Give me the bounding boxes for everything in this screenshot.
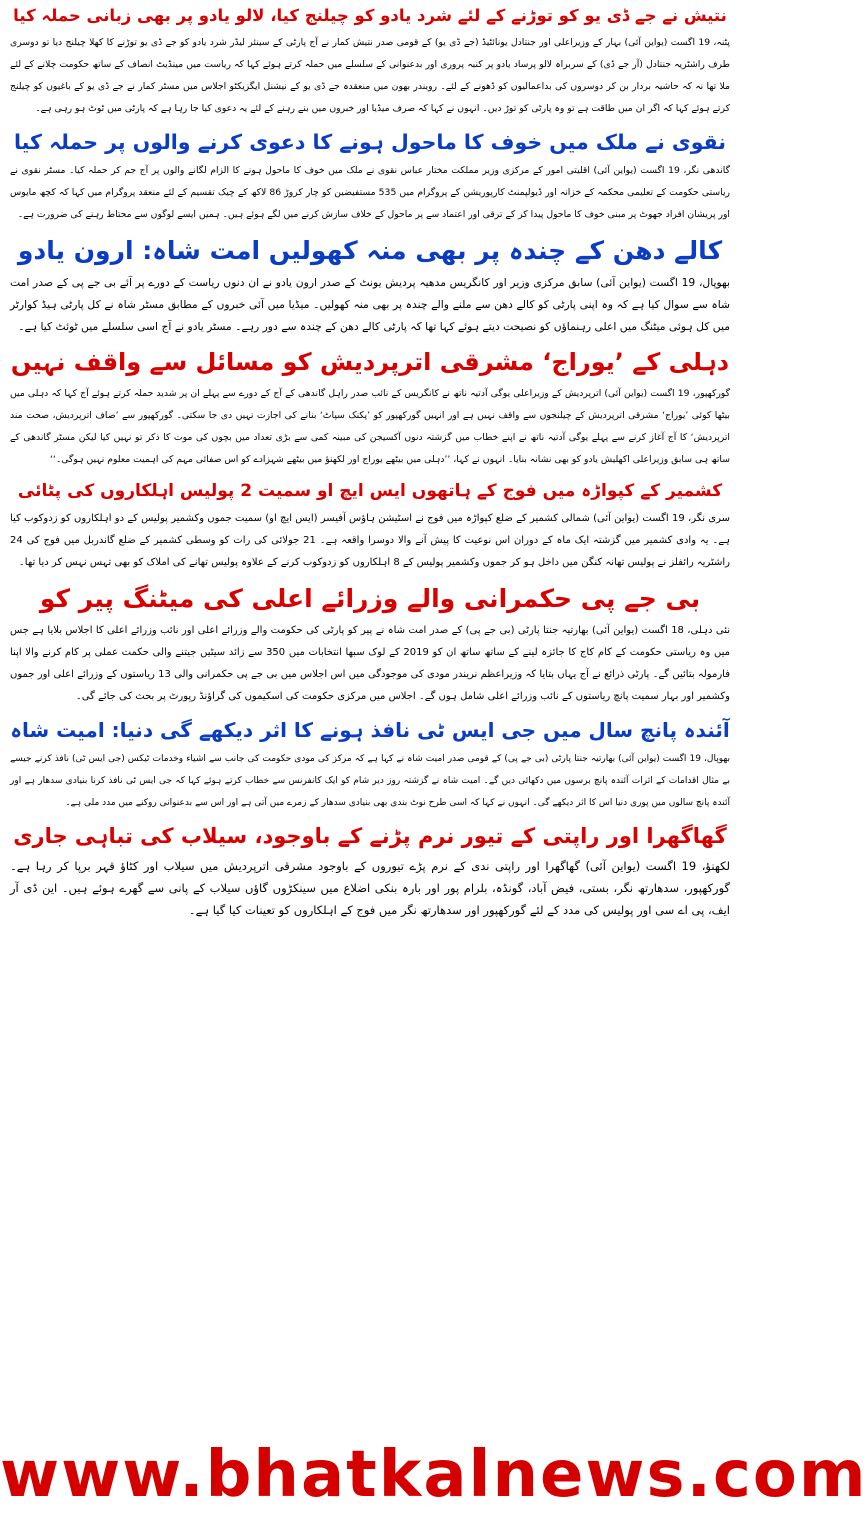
article-headline: نقوی نے ملک میں خوف کا ماحول ہونے کا دعوی کرنے والوں پر حملہ کیا: [13, 129, 727, 154]
article-headline: بی جے پی حکمرانی والے وزرائے اعلی کی میٹنگ پیر کو: [39, 583, 701, 613]
article-body: لکھنؤ، 19 اگست (یواین آئی) گھاگھرا اور راپتی ندی کے نرم پڑے تیوروں کے باوجود مشرقی اترپردیش میں سیلاب اور کٹاؤ قہر برپا کر رہا ہے۔ گورکھپور، سدھارتھ نگر، بستی، فیض آباد، گونڈہ، بلرام پور اور بارہ بنکی اضلاع میں سینکڑوں گاؤں سیلاب کے پانی سے گھرے ہوئے ہیں۔ این ڈی آر ایف، پی اے سی اور پولیس کی مدد کے لئے گورکھپور اور سدھارتھ نگر میں فوج کے اہلکاروں کو تعینات کیا گیا ہے۔: [10, 858, 730, 917]
article-headline: نتیش نے جے ڈی یو کو توڑنے کے لئے شرد یادو کو چیلنج کیا، لالو یادو پر بھی زبانی حملہ کیا: [13, 6, 727, 25]
article-headline: کالے دھن کے چندہ پر بھی منہ کھولیں امت شاہ: ارون یادو: [17, 236, 723, 266]
article-3: [8, 236, 732, 338]
article-5: [8, 481, 732, 573]
article-2: [8, 130, 732, 227]
article-body: پٹنہ، 19 اگست (یواین آئی) بہار کے وزیراعلی اور جنتادل یونائٹیڈ (جے ڈی یو) کے قومی صدر نتیش کمار نے آج پارٹی کے سینئر لیڈر شرد یادو کو جے ڈی یو توڑنے کا کھلا چیلنج دیا تو دوسری طرف راشٹریہ جنتادل (آر جے ڈی) کے سربراہ لالو پرساد یادو پر کنبہ پروری اور بدعنوانی کے سلسلے میں حملہ کرتے ہوئے کہا کہ ریاست میں مینڈیٹ انصاف کے ساتھ حکومت چلانے کے لئے ملا تھا نہ کہ حاشیہ بردار بن کر دوسروں کی بداعمالیوں کو ڈھونے کے لئے۔ رویندر بھون میں منعقدہ جے ڈی یو کے نیشنل ایگزیکٹو اجلاس میں مسٹر کمار نے جے ڈی یو کے باغیوں کو چیلنج کرتے ہوئے کہا کہ اگر ان میں طاقت ہے تو وہ پارٹی کو توڑ دیں۔ انہوں نے کہا کہ صرف میڈیا اور خبروں میں بنے رہنے کے لئے یہ دعوی کیا جا رہا ہے کہ پارٹی میں ٹوٹ ہو رہی ہے۔: [10, 36, 730, 114]
article-8: [8, 824, 732, 921]
article-body: گورکھپور، 19 اگست (یواین آئی) اترپردیش کے وزیراعلی یوگی آدتیہ ناتھ نے کانگریس کے نائب صدر راہل گاندھی کے آج کے دورے سے پہلے ان پر شدید حملہ کرتے ہوئے آج کہا کہ دہلی میں بیٹھا کوئی ’یوراج‘ مشرقی اترپردیش کے چیلنجوں سے واقف نہیں ہے اور انہیں گورکھپور کو ’پکنک سپاٹ‘ بنانے کی اجازت نہیں دی جا سکتی۔ گورکھپور سے ’صاف اترپردیش، صحت مند اترپردیش‘ کا آج آغاز کرنے سے پہلے یوگی آدتیہ ناتھ نے اپنے خطاب میں گزشتہ دنوں آکسیجن کی مبینہ کمی سے بڑی تعداد میں بچوں کی موت کا ذکر تو نہیں کیا لیکن مسٹر گاندھی کے ساتھ ہی سابق وزیراعلی اکھلیش یادو کو بھی نشانہ بنایا۔ انہوں نے کہا، ’’دہلی میں بیٹھے یوراج اور لکھنؤ میں بیٹھے شہزادے کو اس صفائی مہم کی اہمیت معلوم نہیں ہوگی۔‘‘: [10, 388, 730, 466]
article-6: [8, 584, 732, 708]
article-headline: گھاگھرا اور راپتی کے تیور نرم پڑنے کے باوجود، سیلاب کی تباہی جاری: [13, 823, 727, 848]
article-4: [8, 348, 732, 471]
article-headline: آئندہ پانچ سال میں جی ایس ٹی نافذ ہونے کا اثر دیکھے گی دنیا: امیت شاہ: [10, 717, 730, 742]
article-body: بھوپال، 19 اگست (یواین آئی) سابق مرکزی وزیر اور کانگریس مدھیہ پردیش یونٹ کے صدر ارون یادو نے ان دنوں ریاست کے دورے پر آئے بی جے پی کے صدر امت شاہ سے سوال کیا ہے کہ وہ اپنی پارٹی کو کالے دھن سے ملنے والے چندہ پر بھی منہ کھولیں۔ میڈیا میں آئی خبروں کے مطابق مسٹر شاہ نے کل پارٹی ہیڈ کوارٹر میں کل ہوئی میٹنگ میں اعلی رہنماؤں کو نصیحت دیتے ہوئے کہا تھا کہ پارٹی کالے دھن کے چندہ سے دور رہے۔ مسٹر یادو نے آج اسی سلسلے میں ٹوئٹ کیا ہے۔: [10, 276, 730, 334]
article-1: [8, 6, 732, 120]
article-body: سری نگر، 19 اگست (یواین آئی) شمالی کشمیر کے ضلع کپواڑہ میں فوج نے اسٹیشن ہاؤس آفیسر (ایس ایچ او) سمیت جموں وکشمیر پولیس کے دو اہلکاروں کو زدوکوب کیا ہے۔ یہ وادی کشمیر میں گزشتہ ایک ماہ کے دوران اس نوعیت کا پیش آنے والا دوسرا واقعہ ہے۔ 21 جولائی کی رات کو وسطی کشمیر کے ضلع گاندربل میں فوج کی 24 راشٹریہ رائفلز نے پولیس تھانہ کنگن میں داخل ہو کر جموں وکشمیر پولیس کے 8 اہلکاروں کو زدوکوب کرنے کے علاوہ پولیس تھانے کی املاک کو بھی تہس نہس کر دیا تھا۔: [10, 512, 730, 568]
article-7: [8, 718, 732, 814]
article-body: گاندھی نگر، 19 اگست (یواین آئی) اقلیتی امور کے مرکزی وزیر مملکت مختار عباس نقوی نے ملک میں خوف کا ماحول ہونے کا الزام لگانے والوں پر آج جم کر حملہ کیا۔ مسٹر نقوی نے ریاستی حکومت کے تعلیمی محکمہ کے خزانہ اور ڈیولپمنٹ کارپوریشن کے پروگرام میں 535 مستفیضین کو چار کروڑ 86 لاکھ کے چیک تقسیم کے لئے منعقد پروگرام میں کہا کہ کچھ مایوس اور پریشان افراد جھوٹ پر مبنی خوف کا ماحول پیدا کر کے ترقی اور اعتماد سے پر ماحول کے خلاف سازش کرنے میں لگے ہوئے ہیں۔ ہمیں ایسے لوگوں سے محتاط رہنے کی ضرورت ہے۔: [10, 165, 730, 221]
article-body: بھوپال، 19 اگست (یواین آئی) بھارتیہ جنتا پارٹی (بی جے پی) کے قومی صدر امیت شاہ نے کہا ہے کہ مرکز کی مودی حکومت کی جانب سے اشیاء وخدمات ٹیکس (جی ایس ٹی) نافذ کرنے جیسے بے مثال اقدامات کے اثرات آئندہ پانچ برسوں میں دکھائی دیں گے۔ امیت شاہ نے گزشتہ روز دیر شام کو ایک کانفرنس سے خطاب کرتے ہوئے کہا کہ جی ایس ٹی نافذ کرنا بنیادی سدھار ہے اور آئندہ پانچ سالوں میں پوری دنیا اس کا اثر دیکھے گی۔ انہوں نے کہا کہ اسی طرح نوٹ بندی بھی بنیادی سدھار کے زمرے میں آتی ہے اور اس سے بدعنوانی روکنے میں مدد ملی ہے۔: [10, 753, 730, 808]
article-headline: کشمیر کے کپواڑہ میں فوج کے ہاتھوں ایس ایچ او سمیت 2 پولیس اہلکاروں کی پٹائی: [17, 481, 723, 502]
article-body: نئی دہلی، 18 اگست (یواین آئی) بھارتیہ جنتا پارٹی (بی جے پی) کے صدر امت شاہ نے پیر کو پارٹی کی حکومت والے وزرائے اعلی اور نائب وزرائے اعلی کا اجلاس بلایا ہے جس میں وہ ریاستی حکومت کے کام کاج کا جائزہ لینے کے ساتھ ساتھ ان کو 2019 کے لوک سبھا انتخابات میں 350 سے زائد سیٹیں جیتنے والی حکمت عملی پر کام کرنے والا اپنا فارمولہ بتائیں گے۔ پارٹی ذرائع نے آج یہاں بتایا کہ وزیراعظم نریندر مودی کی موجودگی میں اس اجلاس میں بی جے پی حکمرانی والی 13 ریاستوں کے وزرائے اعلی اور جموں وکشمیر اور بہار سمیت پانچ ریاستوں کے نائب وزرائے اعلی شامل ہوں گے۔ اجلاس میں مرکزی حکومت کی اسکیموں کی گراؤنڈ رپورٹ پر بحث کی جائے گی۔: [10, 624, 730, 702]
website-url[interactable]: www.bhatkalnews.com: [0, 1438, 868, 1512]
article-headline: دہلی کے ’یوراج‘ مشرقی اترپردیش کو مسائل سے واقف نہیں: [10, 348, 730, 377]
